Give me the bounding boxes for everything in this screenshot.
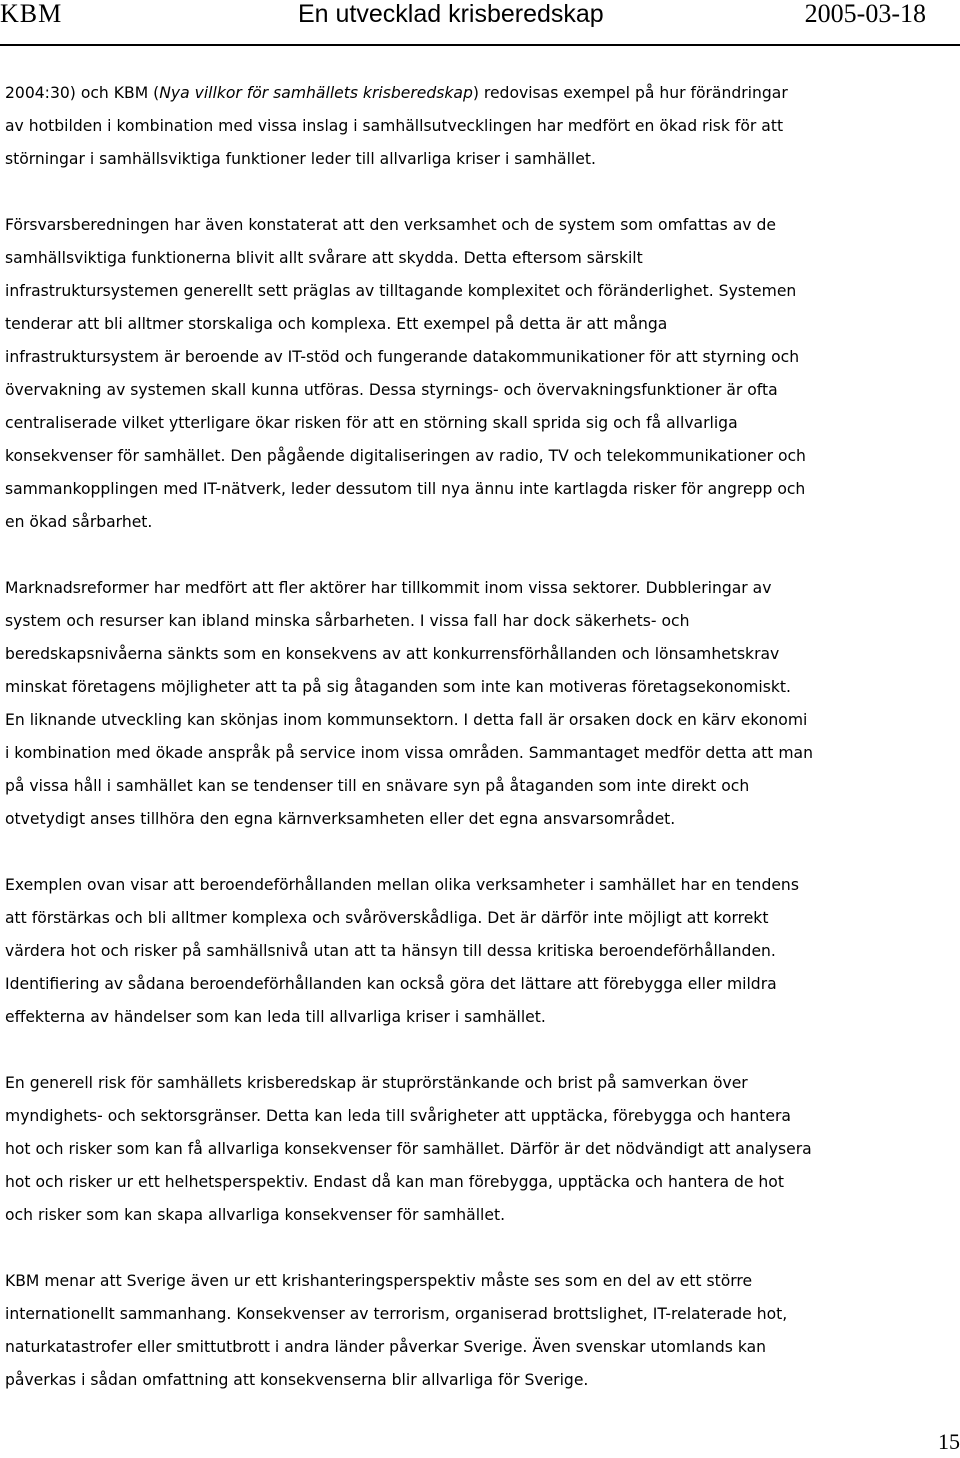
document-body <box>5 77 959 1397</box>
text-line: och risker som kan skapa allvarliga konsekvenser för samhället. <box>5 1206 506 1224</box>
text-line: minskat företagens möjligheter att ta på sig åtaganden som inte kan motiveras företagsekonomiskt. <box>5 678 791 696</box>
text-line: hot och risker ur ett helhetsperspektiv. Endast då kan man förebygga, upptäcka och hantera de hot <box>5 1173 784 1191</box>
text-line: att förstärkas och bli alltmer komplexa och svåröverskådliga. Det är därför inte möjligt att korrekt <box>5 909 769 927</box>
paragraph-2 <box>5 209 959 539</box>
text-line: myndighets- och sektorsgränser. Detta kan leda till svårigheter att upptäcka, förebygga och hantera <box>5 1107 791 1125</box>
text-line: tenderar att bli alltmer storskaliga och komplexa. Ett exempel på detta är att många <box>5 315 668 333</box>
page-header <box>0 0 960 46</box>
header-rule <box>0 44 960 46</box>
text-line: infrastruktursystem är beroende av IT-stöd och fungerande datakommunikationer för att styrning och <box>5 348 800 366</box>
text-line: hot och risker som kan få allvarliga konsekvenser för samhället. Därför är det nödvändigt att analysera <box>5 1140 812 1158</box>
text-line: internationellt sammanhang. Konsekvenser av terrorism, organiserad brottslighet, IT-relaterade hot, <box>5 1305 788 1323</box>
text-line: En generell risk för samhällets krisberedskap är stuprörstänkande och brist på samverkan över <box>5 1074 748 1092</box>
paragraph-3 <box>5 572 959 836</box>
report-title-italic: Nya villkor för samhällets krisberedskap <box>159 84 473 102</box>
text-run: ) redovisas exempel på hur förändringar <box>472 84 788 102</box>
text-line: naturkatastrofer eller smittutbrott i andra länder påverkar Sverige. Även svenskar utomlands kan <box>5 1338 767 1356</box>
text-run: 2004:30) och KBM ( <box>5 84 160 102</box>
text-line: En liknande utveckling kan skönjas inom kommunsektorn. I detta fall är orsaken dock en kärv ekonomi <box>5 711 808 729</box>
paragraph-5 <box>5 1067 959 1232</box>
paragraph-gap <box>5 1232 959 1265</box>
text-line: av hotbilden i kombination med vissa inslag i samhällsutvecklingen har medfört en ökad risk för att <box>5 117 784 135</box>
header-date: 2005-03-18 <box>804 0 926 28</box>
text-line: Identifiering av sådana beroendeförhållanden kan också göra det lättare att förebygga eller mildra <box>5 975 777 993</box>
text-line: centraliserade vilket ytterligare ökar risken för att en störning skall sprida sig och få allvarliga <box>5 414 738 432</box>
page-number: 15 <box>938 1429 960 1454</box>
text-line: värdera hot och risker på samhällsnivå utan att ta hänsyn till dessa kritiska beroendeförhållanden. <box>5 942 776 960</box>
text-line: infrastruktursystemen generellt sett präglas av tilltagande komplexitet och föränderlighet. Systemen <box>5 282 797 300</box>
text-line: KBM menar att Sverige även ur ett krishanteringsperspektiv måste ses som en del av ett större <box>5 1272 753 1290</box>
text-line: en ökad sårbarhet. <box>5 513 153 531</box>
header-title: En utvecklad krisberedskap <box>298 0 604 28</box>
text-line: otvetydigt anses tillhöra den egna kärnverksamheten eller det egna ansvarsområdet. <box>5 810 676 828</box>
text-line: system och resurser kan ibland minska sårbarheten. I vissa fall har dock säkerhets- och <box>5 612 690 630</box>
text-line: Marknadsreformer har medfört att fler aktörer har tillkommit inom vissa sektorer. Dubbleringar av <box>5 579 772 597</box>
paragraph-gap <box>5 176 959 209</box>
text-line: Försvarsberedningen har även konstaterat att den verksamhet och de system som omfattas av de <box>5 216 776 234</box>
paragraph-1 <box>5 77 959 176</box>
paragraph-gap <box>5 836 959 869</box>
text-line: effekterna av händelser som kan leda till allvarliga kriser i samhället. <box>5 1008 546 1026</box>
header-org: KBM <box>0 0 63 28</box>
paragraph-gap <box>5 539 959 572</box>
paragraph-4 <box>5 869 959 1034</box>
text-line: i kombination med ökade anspråk på service inom vissa områden. Sammantaget medför detta att man <box>5 744 813 762</box>
text-line: beredskapsnivåerna sänkts som en konsekvens av att konkurrensförhållanden och lönsamhetskrav <box>5 645 780 663</box>
text-line: konsekvenser för samhället. Den pågående digitaliseringen av radio, TV och telekommunikationer och <box>5 447 806 465</box>
text-line: störningar i samhällsviktiga funktioner leder till allvarliga kriser i samhället. <box>5 150 596 168</box>
text-line: samhällsviktiga funktionerna blivit allt svårare att skydda. Detta eftersom särskilt <box>5 249 643 267</box>
paragraph-6 <box>5 1265 959 1397</box>
text-line: övervakning av systemen skall kunna utföras. Dessa styrnings- och övervakningsfunktioner är ofta <box>5 381 778 399</box>
text-line: påverkas i sådan omfattning att konsekvenserna blir allvarliga för Sverige. <box>5 1371 589 1389</box>
text-line: Exemplen ovan visar att beroendeförhållanden mellan olika verksamheter i samhället har en tendens <box>5 876 799 894</box>
text-line: på vissa håll i samhället kan se tendenser till en snävare syn på åtaganden som inte direkt och <box>5 777 750 795</box>
paragraph-gap <box>5 1034 959 1067</box>
text-line: sammankopplingen med IT-nätverk, leder dessutom till nya ännu inte kartlagda risker för angrepp och <box>5 480 806 498</box>
text-line <box>5 77 959 110</box>
